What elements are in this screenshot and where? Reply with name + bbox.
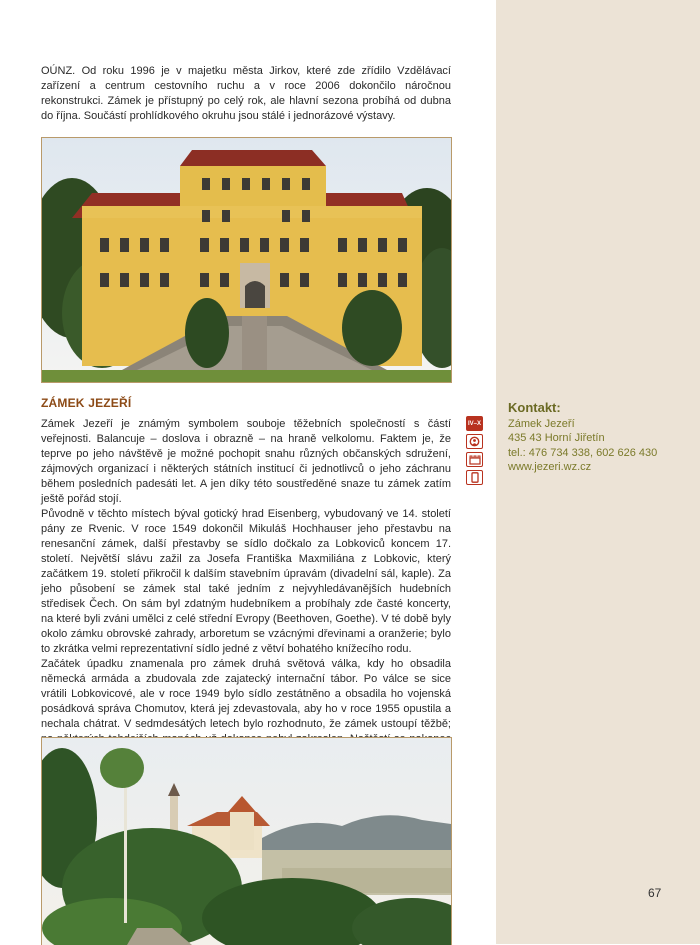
chateau-photo: [41, 137, 452, 383]
main-text: [41, 417, 451, 762]
contact-title: Kontakt:: [508, 400, 561, 415]
landscape-photo: [41, 737, 452, 945]
contact-web-link[interactable]: www.jezeri.wz.cz: [508, 461, 592, 473]
section-heading: ZÁMEK JEZEŘÍ: [41, 396, 132, 410]
guided-tour-icon: [466, 434, 483, 449]
page-number: 67: [648, 886, 662, 900]
contact-address: 435 43 Horní Jiřetín: [508, 432, 605, 444]
paragraph: Začátek úpadku znamenala pro zámek druhá světová válka, kdy ho obsadila německá armáda a zbudovala zde zajatecký internační tábor. Po válce se sice vrátili Lobkovicové, ale v roce 1949 bylo sídlo zestátněno a obsadila ho vojenská posádková správa Chomutov, která jej zdevastovala, aby ho v roce 1955 opustila a nechala chátrat. V sedmdesátých letech bylo rozhodnuto, že zámek ustoupí těžbě;: [41, 658, 451, 730]
contact-phone: tel.: 476 734 338, 602 626 430: [508, 446, 658, 459]
phone-icon: [466, 470, 483, 485]
intro-paragraph: OÚNZ. Od roku 1996 je v majetku města Jirkov, které zde zřídilo Vzdělávací zařízení a centrum cestovního ruchu a v roce 2006 dokončilo náročnou rekonstrukci. Zámek je přístupný po celý rok, ale hlavní sezona probíhá od dubna do října. Součástí prohlídkového okruhu jsou stálé i jednorázové výstavy.: [41, 65, 451, 122]
contact-name: Zámek Jezeří: [508, 417, 575, 430]
paragraph: Zámek Jezeří je známým symbolem souboje těžebních společností s částí veřejnosti. Balancuje – doslova i obrazně – na hraně velkolomu. Faktem je, že teprve po jeho návštěvě je možné pochopit snahu různých občanských sdružení, zájmových organizací i některých státních institucí či jednotlivců o jeho záchranu během posledních padesáti let. A jen díky této soustředěné snaze tu zámek zatím ještě pořád stojí.: [41, 418, 451, 505]
contact-block: [508, 401, 693, 475]
castle-icon: [466, 452, 483, 467]
info-icons: [466, 416, 486, 488]
season-icon: IV–X: [466, 416, 483, 431]
paragraph: Původně v těchto místech býval gotický hrad Eisenberg, vybudovaný ve 14. století pány ze Rvenic. V roce 1549 dokončil Mikuláš Hochhauser jeho přestavbu na renesanční zámek, další přestavby se sídlo dočkalo za Lobkoviců koncem 17. století. Největší slávu zažil za Josefa Františka Maxmiliána z Lobkovic, který začátkem 19. století přikročil k dalším stavebním úpravám (divadelní sál, kaple). Za jeho působení se zámek stal také jedním z nejvyhledávanějších hudebních středisek Čech. On sám byl zdatným hudebníkem a probíhaly zde časté koncerty, na které byli zváni umělci z celé střední Evropy (Beethoven, Goethe). V té době byly okolo zámku obrovské zahrady, arboretum se vzácnými dřevinami a oranžerie; bylo to zkrátka velmi reprezentativní sídlo jedné z větví bohatého knížecího rodu.: [41, 508, 451, 655]
